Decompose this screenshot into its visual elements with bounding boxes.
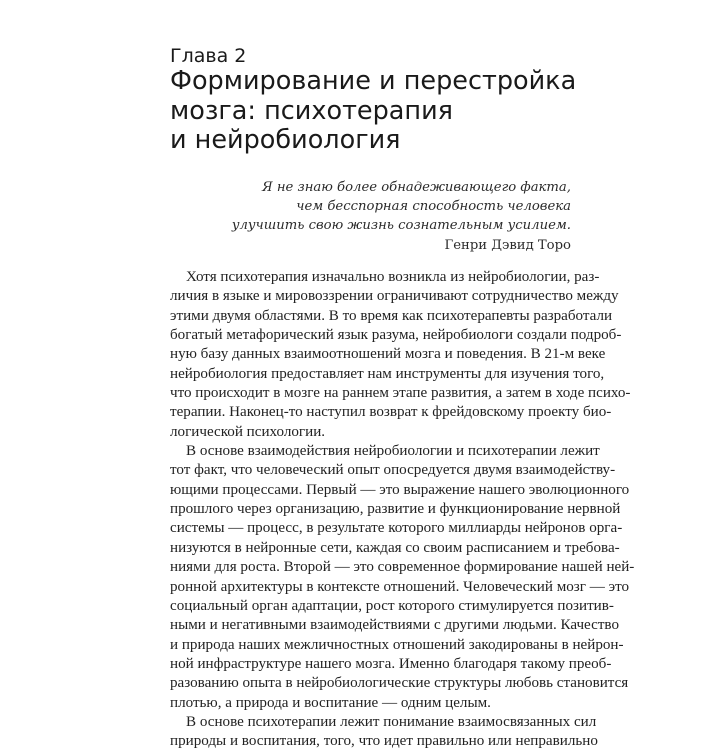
text-line: социальный орган адаптации, рост которого стимулируется позитив-: [170, 597, 614, 614]
text-line: В основе взаимодействия нейробиологии и психотерапии лежит: [186, 443, 600, 460]
text-line: низуются в нейронные сети, каждая со своим расписанием и требова-: [170, 539, 620, 556]
text-line: В основе психотерапии лежит понимание взаимосвязанных сил: [186, 713, 597, 730]
paragraph-3: [170, 713, 598, 752]
chapter-title-line: и нейробиология: [170, 125, 401, 155]
text-line: прошлого через организацию, развитие и функционирование нервной: [170, 501, 621, 518]
text-line: ной инфраструктуре нашего мозга. Именно благодаря такому преоб-: [170, 655, 612, 672]
epigraph-line: улучшить свою жизнь сознательным усилием.: [231, 218, 571, 234]
text-line: разованию опыта в нейробиологические структуры любовь становится: [170, 675, 629, 692]
text-line: что происходит в мозге на раннем этапе развития, а затем в ходе психо-: [170, 385, 631, 402]
chapter-number: Глава 2: [170, 45, 247, 67]
paragraph-1: [170, 268, 631, 442]
text-line: ронной архитектуры в контексте отношений. Человеческий мозг — это: [170, 578, 630, 595]
paragraph-2: [170, 442, 635, 713]
text-line: природы и воспитания, того, что идет правильно или неправильно: [170, 733, 598, 750]
text-line: и природа наших межличностных отношений закодированы в нейрон-: [170, 636, 624, 653]
text-line: личия в языке и мировоззрении ограничивают сотрудничество между: [170, 288, 619, 305]
text-line: ными и негативными взаимодействиями с другими людьми. Качество: [170, 617, 619, 634]
text-line: богатый метафорический язык разума, нейробиологи создали подроб-: [170, 327, 622, 344]
text-line: терапии. Наконец-то наступил возврат к фрейдовскому проекту био-: [170, 404, 612, 421]
text-line: плотью, а природа и воспитание — одним целым.: [170, 694, 491, 711]
text-line: ную базу данных взаимоотношений мозга и поведения. В 21-м веке: [170, 346, 606, 363]
text-line: системы — процесс, в результате которого миллиарды нейронов орга-: [170, 520, 623, 537]
chapter-title-line: мозга: психотерапия: [170, 95, 454, 126]
epigraph-line: чем бесспорная способность человека: [296, 199, 571, 215]
body-text: [170, 268, 635, 752]
text-line: логической психологии.: [170, 423, 326, 440]
epigraph: [171, 178, 571, 255]
text-line: тот факт, что человеческий опыт опосредуется двумя взаимодейству-: [170, 462, 616, 479]
epigraph-author: Генри Дэвид Торо: [444, 237, 571, 253]
text-line: Хотя психотерапия изначально возникла из нейробиологии, раз-: [186, 269, 600, 285]
text-line: нейробиология предоставляет нам инструменты для изучения того,: [170, 365, 605, 382]
chapter-title: [170, 67, 576, 156]
epigraph-line: Я не знаю более обнадеживающего факта,: [261, 180, 571, 195]
text-line: этими двумя областями. В то время как психотерапевты разработали: [170, 307, 613, 324]
text-line: ющими процессами. Первый — это выражение нашего эволюционного: [170, 481, 630, 498]
text-line: ниями для роста. Второй — это современное формирование нашей ней-: [170, 559, 635, 576]
chapter-title-line: Формирование и перестройка: [170, 66, 577, 96]
